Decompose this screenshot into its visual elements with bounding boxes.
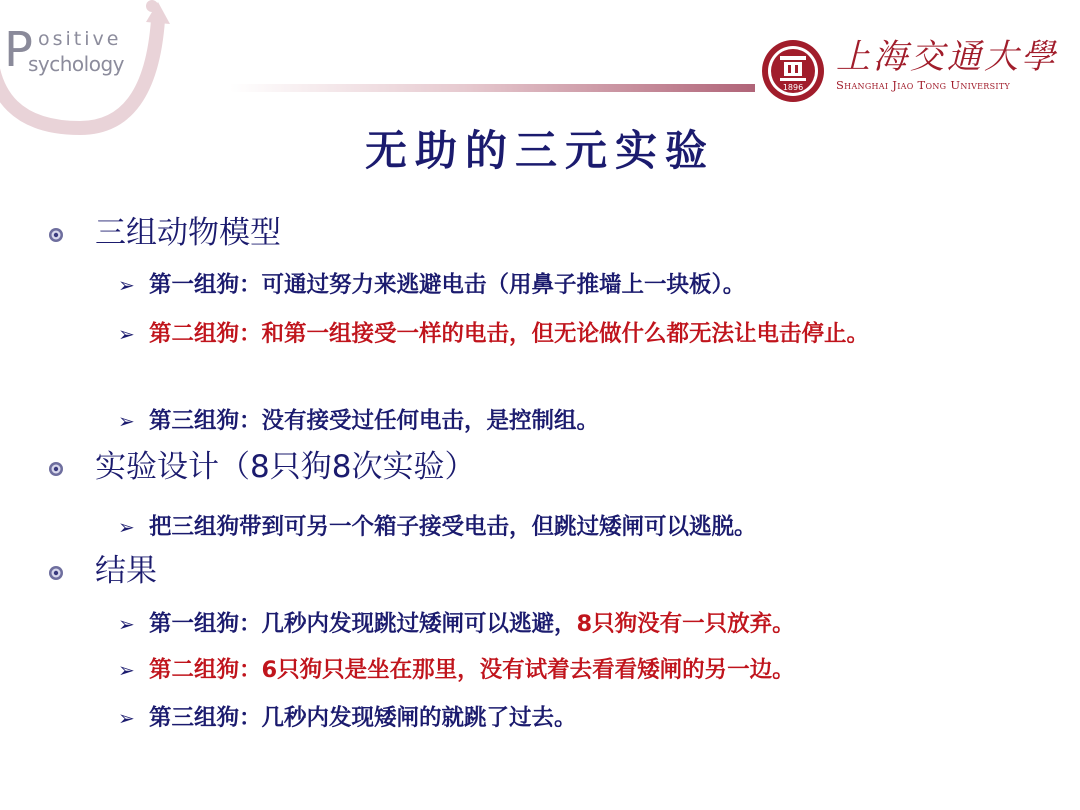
bullet-icon	[48, 227, 64, 243]
arrow-bullet-icon: ➢	[118, 409, 135, 433]
bullet-icon	[48, 461, 64, 477]
result-text-emphasis: 8只狗没有一只放弃。	[576, 611, 795, 637]
logo-text-ositive: ositive	[38, 28, 122, 50]
result-text-part: 第一组狗：几秒内发现跳过矮闸可以逃避，	[149, 611, 577, 637]
list-item-text: 第二组狗：6只狗只是坐在那里，没有试着去看看矮闸的另一边。	[149, 657, 795, 683]
list-item	[118, 402, 998, 440]
seal-year: 1896	[782, 83, 804, 92]
arrow-bullet-icon: ➢	[118, 658, 135, 682]
arrow-bullet-icon: ➢	[118, 612, 135, 636]
slide-title: 无助的三元实验	[364, 126, 715, 175]
list-item	[118, 315, 998, 353]
list-item-text: 第三组狗：没有接受过任何电击，是控制组。	[149, 408, 600, 434]
arrow-bullet-icon: ➢	[118, 322, 135, 346]
arrow-bullet-icon: ➢	[118, 273, 135, 297]
bullet-icon	[48, 565, 64, 581]
list-item-text: 第一组狗：可通过努力来逃避电击（用鼻子推墙上一块板）。	[149, 272, 746, 298]
section-heading-text: 实验设计（8只狗8次实验）	[95, 449, 476, 485]
section-heading-text: 结果	[95, 553, 157, 589]
list-item-text: 第三组狗：几秒内发现矮闸的就跳了过去。	[149, 705, 577, 731]
list-item	[118, 651, 998, 689]
list-item-text: 把三组狗带到可另一个箱子接受电击，但跳过矮闸可以逃脱。	[149, 514, 757, 540]
list-item	[118, 266, 998, 304]
list-item-text: 第二组狗：和第一组接受一样的电击，但无论做什么都无法让电击停止。	[149, 321, 870, 347]
list-item-text	[149, 605, 998, 643]
list-item	[118, 508, 998, 546]
university-name-cn: 上海交通大學	[836, 37, 1058, 77]
arrow-bullet-icon: ➢	[118, 515, 135, 539]
list-item	[118, 699, 998, 737]
logo-text-sychology: sychology	[28, 52, 124, 76]
logo-letter-p: P	[4, 22, 33, 78]
list-item	[118, 605, 998, 643]
university-name-en: Shanghai Jiao Tong University	[836, 78, 1011, 92]
section-heading-text: 三组动物模型	[95, 215, 281, 251]
arrow-bullet-icon: ➢	[118, 706, 135, 730]
